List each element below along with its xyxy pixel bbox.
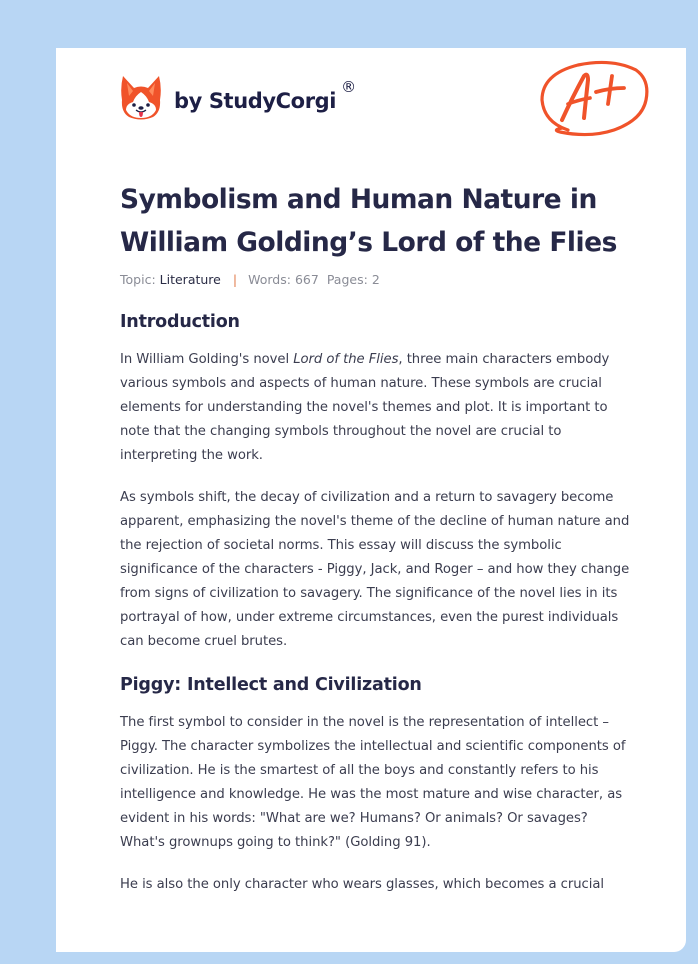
article-meta xyxy=(120,272,630,287)
paragraph: The first symbol to consider in the novel is the representation of intellect – Piggy. The character symbolizes the intellectual and scientific components of civilization. He is the smartest of all the boys and constantly refers to his intelligence and knowledge. He was the most mature and wise character, as evident in his words: "What are we? Humans? Or animals? Or savages? What's grownups going to think?" (Golding 91). xyxy=(120,715,626,850)
document-page xyxy=(56,48,686,952)
word-count: 667 xyxy=(294,272,319,287)
pages-label: Pages: xyxy=(326,272,368,287)
paragraph xyxy=(120,348,630,468)
a-plus-grade-icon xyxy=(538,58,650,140)
meta-separator: | xyxy=(232,272,238,287)
paragraph-text: In William Golding's novel xyxy=(120,352,294,367)
paragraph: As symbols shift, the decay of civilization and a return to savagery become apparent, emphasizing the novel's theme of the decline of human nature and the rejection of societal norms. This essay will discuss the symbolic significance of the characters - Piggy, Jack, and Roger – and how they change from signs of civilization to savagery. The significance of the novel lies in its portrayal of how, under extreme circumstances, even the purest individuals can become cruel brutes. xyxy=(120,490,630,649)
page-title: Symbolism and Human Nature in William Golding’s Lord of the Flies xyxy=(120,184,617,258)
article-body xyxy=(120,178,630,897)
page-count: 2 xyxy=(371,272,380,287)
section-heading-piggy: Piggy: Intellect and Civilization xyxy=(120,675,422,695)
paragraph: He is also the only character who wears glasses, which becomes a crucial xyxy=(120,877,604,892)
topic-label: Topic: xyxy=(120,272,156,287)
paragraph-text: , three main characters embody various symbols and aspects of human nature. These symbols are crucial elements for understanding the novel's themes and plot. It is important to note that the changing symbols throughout the novel are crucial to interpreting the work. xyxy=(120,352,610,463)
words-label: Words: xyxy=(248,272,291,287)
registered-mark: ® xyxy=(341,78,357,96)
page-header xyxy=(56,48,686,158)
brand-name: by StudyCorgi xyxy=(174,89,337,113)
section-heading-introduction: Introduction xyxy=(120,312,240,332)
book-title-italic: Lord of the Flies xyxy=(293,352,399,367)
studycorgi-logo[interactable] xyxy=(120,74,356,120)
topic-link[interactable]: Literature xyxy=(159,272,221,287)
corgi-icon xyxy=(120,74,162,120)
